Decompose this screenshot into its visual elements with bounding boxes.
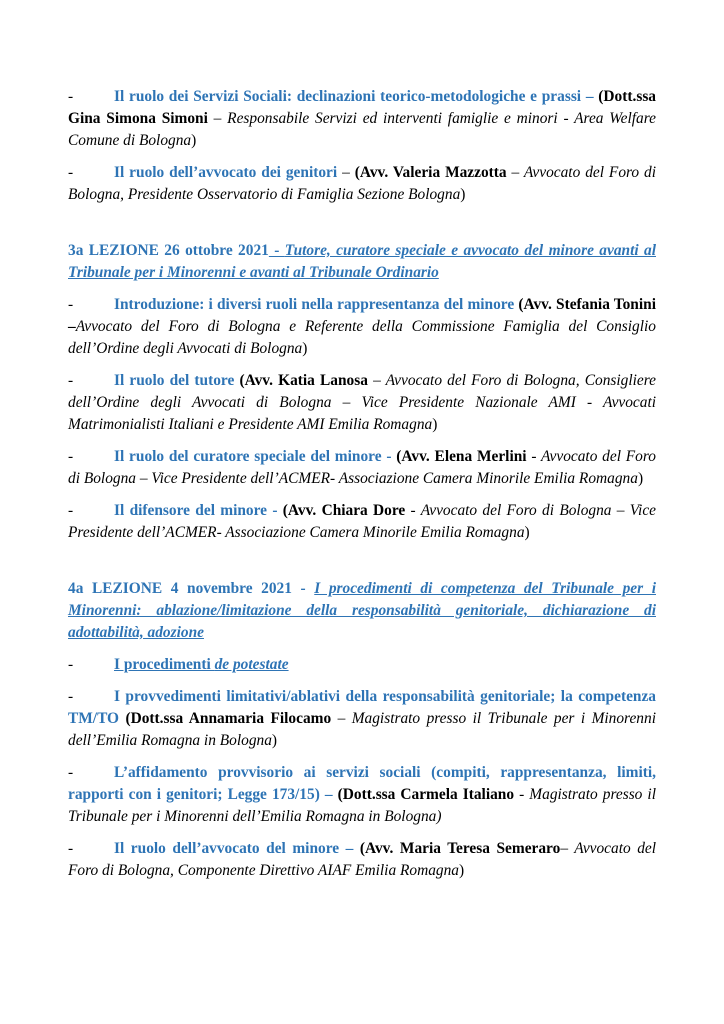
speaker-role: – Avvocato del Foro di Bologna, Presidente Osservatorio di Famiglia Sezione Bologna bbox=[68, 164, 657, 203]
speaker-role: – Avvocato del Foro di Bologna, Componente Direttivo AIAF Emilia Romagna bbox=[68, 840, 657, 879]
program-item: - Il ruolo dell’avvocato dei genitori – (Avv. Valeria Mazzotta – Avvocato del Foro di Bologna, Presidente Osservatorio di Famiglia Sezione Bologna) bbox=[68, 164, 657, 203]
program-item: - Introduzione: i diversi ruoli nella rappresentanza del minore (Avv. Stefania Tonini –Avvocato del Foro di Bologna e Referente della Commissione Famiglia del Consiglio dell’Ordine degli Avvocati di Bologna) bbox=[68, 296, 656, 357]
program-item: - Il ruolo del tutore (Avv. Katia Lanosa – Avvocato del Foro di Bologna, Consigliere dell’Ordine degli Avvocati di Bologna – Vice Presidente Nazionale AMI - Avvocati Matrimonialisti Italiani e Presidente AMI Emilia Romagna) bbox=[68, 372, 656, 433]
speaker-name: Dott.ssa Gina Simona Simoni bbox=[68, 88, 657, 127]
speaker-role: Avvocato del Foro di Bologna e Referente della Commissione Famiglia del Consiglio dell’Ordine degli Avvocati di Bologna bbox=[68, 318, 656, 357]
speaker-role: - Magistrato presso il Tribunale per i Minorenni dell’Emilia Romagna in Bologna) bbox=[68, 786, 656, 825]
topic-title: Il difensore del minore - bbox=[114, 502, 278, 519]
bullet-dash: - bbox=[68, 164, 74, 181]
speaker-role: – Avvocato del Foro di Bologna, Consigliere dell’Ordine degli Avvocati di Bologna – Vice Presidente Nazionale AMI - Avvocati Matrimonialisti Italiani e Presidente AMI Emilia Romagna bbox=[68, 372, 656, 433]
program-item: - Il ruolo dei Servizi Sociali: declinazioni teorico-metodologiche e prassi – (Dott.ssa Gina Simona Simoni – Responsabile Servizi ed interventi famiglie e minori - Area Welfare Comune di Bologna) bbox=[68, 88, 657, 149]
program-item: - I provvedimenti limitativi/ablativi della responsabilità genitoriale; la competenza TM/TO (Dott.ssa Annamaria Filocamo – Magistrato presso il Tribunale per i Minorenni dell’Emilia Romagna in Bologna) bbox=[68, 688, 656, 749]
program-item: - L’affidamento provvisorio ai servizi sociali (compiti, rappresentanza, limiti, rapporti con i genitori; Legge 173/15) – (Dott.ssa Carmela Italiano - Magistrato presso il Tribunale per i Minorenni dell’Emilia Romagna in Bologna) bbox=[68, 764, 656, 825]
bullet-dash: - bbox=[68, 688, 74, 705]
speaker-name: Avv. Chiara Dore bbox=[287, 502, 406, 519]
speaker-role: - Avvocato del Foro di Bologna – Vice Presidente dell’ACMER- Associazione Camera Minorile Emilia Romagna bbox=[68, 448, 656, 487]
topic-title: Introduzione: i diversi ruoli nella rappresentanza del minore bbox=[114, 296, 515, 313]
speaker-name: Avv. Stefania Tonini – bbox=[68, 296, 656, 335]
speaker-role: – Magistrato presso il Tribunale per i Minorenni dell’Emilia Romagna in Bologna bbox=[68, 710, 656, 749]
bullet-dash: - bbox=[68, 840, 74, 857]
program-item: - Il ruolo del curatore speciale del minore - (Avv. Elena Merlini - Avvocato del Foro di Bologna – Vice Presidente dell’ACMER- Associazione Camera Minorile Emilia Romagna) bbox=[68, 448, 656, 487]
topic-title: L’affidamento provvisorio ai servizi sociali (compiti, rappresentanza, limiti, rapporti con i genitori; Legge 173/15) bbox=[68, 764, 656, 803]
bullet-dash: - bbox=[68, 656, 74, 673]
bullet-dash: - bbox=[68, 448, 74, 465]
topic-title: Il ruolo del curatore speciale del minore - bbox=[114, 448, 392, 465]
document-page bbox=[68, 86, 656, 892]
lesson-heading: 4a LEZIONE 4 novembre 2021 - I procedimenti di competenza del Tribunale per i Minorenni: ablazione/limitazione della responsabilità genitoriale, dichiarazione di adottabilità, adozione bbox=[68, 580, 656, 641]
bullet-dash: - bbox=[68, 296, 74, 313]
lesson-heading: 3a LEZIONE 26 ottobre 2021 - Tutore, curatore speciale e avvocato del minore avanti al Tribunale per i Minorenni e avanti al Tribunale Ordinario bbox=[68, 242, 656, 281]
topic-title: Il ruolo dell’avvocato dei genitori bbox=[114, 164, 338, 181]
subheading-text: I procedimenti de potestate bbox=[114, 656, 289, 673]
program-item: - Il difensore del minore - (Avv. Chiara Dore - Avvocato del Foro di Bologna – Vice Presidente dell’ACMER- Associazione Camera Minorile Emilia Romagna) bbox=[68, 502, 656, 541]
bullet-dash: - bbox=[68, 764, 74, 781]
speaker-name: Dott.ssa Carmela Italiano bbox=[342, 786, 515, 803]
program-subheading bbox=[68, 654, 656, 676]
spacer bbox=[68, 216, 656, 240]
lesson-date: 4a LEZIONE 4 novembre 2021 bbox=[68, 580, 292, 597]
speaker-name: Avv. Elena Merlini bbox=[401, 448, 527, 465]
speaker-name: Dott.ssa Annamaria Filocamo bbox=[130, 710, 332, 727]
topic-title: I provvedimenti limitativi/ablativi della responsabilità genitoriale; la competenza TM/TO bbox=[68, 688, 656, 727]
topic-title: Il ruolo dell’avvocato del minore bbox=[114, 840, 340, 857]
topic-title: Il ruolo dei Servizi Sociali: declinazioni teorico-metodologiche e prassi bbox=[114, 88, 582, 105]
spacer bbox=[68, 554, 656, 578]
lesson-title: Tutore, curatore speciale e avvocato del minore avanti al Tribunale per i Minorenni e avanti al Tribunale Ordinario bbox=[68, 242, 656, 281]
lesson-date: 3a LEZIONE 26 ottobre 2021 bbox=[68, 242, 269, 259]
speaker-role: - Avvocato del Foro di Bologna – Vice Presidente dell’ACMER- Associazione Camera Minorile Emilia Romagna bbox=[68, 502, 656, 541]
lesson-title: I procedimenti di competenza del Tribunale per i Minorenni: ablazione/limitazione della responsabilità genitoriale, dichiarazione di adottabilità, adozione bbox=[68, 580, 656, 641]
program-item: - Il ruolo dell’avvocato del minore – (Avv. Maria Teresa Semeraro– Avvocato del Foro di Bologna, Componente Direttivo AIAF Emilia Romagna) bbox=[68, 840, 657, 879]
speaker-name: Avv. Maria Teresa Semeraro bbox=[365, 840, 561, 857]
bullet-dash: - bbox=[68, 372, 74, 389]
bullet-dash: - bbox=[68, 502, 74, 519]
speaker-name: Avv. Katia Lanosa bbox=[244, 372, 368, 389]
bullet-dash: - bbox=[68, 88, 74, 105]
speaker-role: – Responsabile Servizi ed interventi famiglie e minori - Area Welfare Comune di Bologna bbox=[68, 110, 656, 149]
topic-title: Il ruolo del tutore bbox=[114, 372, 235, 389]
speaker-name: Avv. Valeria Mazzotta bbox=[359, 164, 507, 181]
